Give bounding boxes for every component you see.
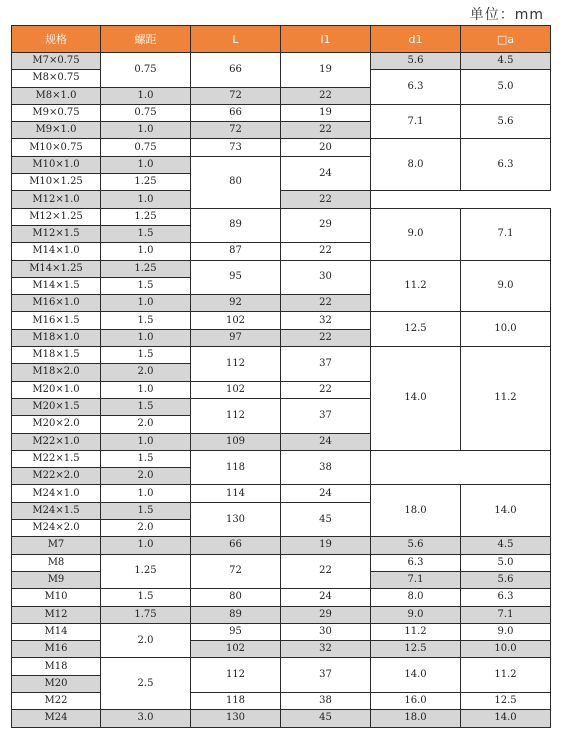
table-cell: 1.5 xyxy=(101,225,191,242)
table-cell: 6.3 xyxy=(371,70,461,105)
header-square-a: □a xyxy=(461,26,551,53)
spec-cell: M24×1.0 xyxy=(12,485,101,502)
table-row xyxy=(12,53,551,70)
table-cell: 2.0 xyxy=(101,520,191,537)
header-length-l1: l1 xyxy=(281,26,371,53)
table-cell: 5.0 xyxy=(461,70,551,105)
table-row xyxy=(12,485,551,502)
table-cell: 5.6 xyxy=(461,571,551,588)
table-cell: 118 xyxy=(191,450,281,485)
spec-cell: M14×1.5 xyxy=(12,277,101,294)
table-cell: 1.0 xyxy=(101,243,191,260)
table-cell: 7.1 xyxy=(371,571,461,588)
table-cell: 2.5 xyxy=(101,658,191,710)
table-cell: 20 xyxy=(281,139,371,156)
spec-cell: M8×1.0 xyxy=(12,87,101,104)
table-cell: 29 xyxy=(281,208,371,243)
spec-cell: M9×1.0 xyxy=(12,122,101,139)
spec-cell: M20×1.0 xyxy=(12,381,101,398)
table-cell: 1.25 xyxy=(101,554,191,589)
table-cell: 1.5 xyxy=(101,450,191,467)
table-cell: 7.1 xyxy=(461,606,551,623)
table-cell: 1.25 xyxy=(101,260,191,277)
table-cell: 130 xyxy=(191,502,281,537)
table-cell: 22 xyxy=(281,243,371,260)
table-cell: 72 xyxy=(191,87,281,104)
table-cell: 18.0 xyxy=(371,710,461,727)
spec-cell: M8 xyxy=(12,554,101,571)
spec-cell: M22×1.5 xyxy=(12,450,101,467)
table-cell: 102 xyxy=(191,312,281,329)
table-cell: 1.5 xyxy=(101,502,191,519)
table-row xyxy=(12,191,551,208)
table-cell: 1.0 xyxy=(101,156,191,173)
table-cell: 95 xyxy=(191,623,281,640)
spec-cell: M10×1.0 xyxy=(12,156,101,173)
table-cell: 22 xyxy=(281,87,371,104)
spec-cell: M18 xyxy=(12,658,101,675)
spec-cell: M14 xyxy=(12,623,101,640)
table-cell: 112 xyxy=(191,658,281,693)
table-cell: 112 xyxy=(191,398,281,433)
table-cell: 24 xyxy=(281,433,371,450)
spec-cell: M24×2.0 xyxy=(12,520,101,537)
table-cell: 114 xyxy=(191,485,281,502)
table-cell: 45 xyxy=(281,502,371,537)
table-cell: 24 xyxy=(281,485,371,502)
table-cell: 7.1 xyxy=(371,104,461,139)
table-cell: 89 xyxy=(191,606,281,623)
table-cell: 66 xyxy=(191,53,281,88)
table-cell: 1.25 xyxy=(101,174,191,191)
table-cell: 14.0 xyxy=(371,658,461,693)
spec-cell: M10×1.25 xyxy=(12,174,101,191)
spec-cell: M7×0.75 xyxy=(12,53,101,70)
table-cell: 102 xyxy=(191,641,281,658)
table-row xyxy=(12,347,551,364)
table-body xyxy=(12,53,551,728)
table-cell: 38 xyxy=(281,692,371,709)
spec-cell: M20 xyxy=(12,675,101,692)
table-cell: 32 xyxy=(281,641,371,658)
spec-cell: M9×0.75 xyxy=(12,104,101,121)
table-cell: 112 xyxy=(191,347,281,382)
table-row xyxy=(12,104,551,121)
spec-cell: M24×1.5 xyxy=(12,502,101,519)
spec-cell: M18×1.5 xyxy=(12,347,101,364)
table-cell: 6.3 xyxy=(461,139,551,191)
table-cell: 66 xyxy=(191,104,281,121)
spec-cell: M7 xyxy=(12,537,101,554)
spec-cell: M18×1.0 xyxy=(12,329,101,346)
table-cell: 7.1 xyxy=(461,208,551,260)
table-cell: 11.2 xyxy=(461,658,551,693)
table-cell: 2.0 xyxy=(101,468,191,485)
spec-cell: M22×1.0 xyxy=(12,433,101,450)
table-cell: 24 xyxy=(281,156,371,191)
table-row xyxy=(12,450,551,467)
table-row xyxy=(12,260,551,277)
table-cell: 9.0 xyxy=(371,606,461,623)
table-row xyxy=(12,641,551,658)
table-cell: 80 xyxy=(191,156,281,208)
table-cell: 37 xyxy=(281,658,371,693)
table-cell: 89 xyxy=(191,208,281,243)
spec-cell: M12×1.25 xyxy=(12,208,101,225)
table-cell: 12.5 xyxy=(371,312,461,347)
table-cell: 1.25 xyxy=(101,208,191,225)
table-cell: 22 xyxy=(281,381,371,398)
table-cell: 37 xyxy=(281,398,371,433)
table-cell: 4.5 xyxy=(461,537,551,554)
table-cell: 12.5 xyxy=(461,692,551,709)
spec-cell: M9 xyxy=(12,571,101,588)
table-row xyxy=(12,589,551,606)
table-cell: 0.75 xyxy=(101,139,191,156)
table-row xyxy=(12,692,551,709)
table-cell: 1.0 xyxy=(101,433,191,450)
table-cell: 32 xyxy=(281,312,371,329)
spec-cell: M24 xyxy=(12,710,101,727)
spec-cell: M14×1.25 xyxy=(12,260,101,277)
table-cell: 130 xyxy=(191,710,281,727)
spec-cell: M18×2.0 xyxy=(12,364,101,381)
table-header xyxy=(12,26,551,53)
table-cell: 97 xyxy=(191,329,281,346)
table-cell: 2.0 xyxy=(101,364,191,381)
table-cell: 14.0 xyxy=(461,485,551,537)
table-row xyxy=(12,537,551,554)
table-cell: 22 xyxy=(281,122,371,139)
header-row xyxy=(12,26,551,53)
spec-cell: M16×1.0 xyxy=(12,295,101,312)
table-cell: 11.2 xyxy=(371,260,461,312)
header-length-l: L xyxy=(191,26,281,53)
spec-cell: M10 xyxy=(12,589,101,606)
table-cell: 72 xyxy=(191,122,281,139)
table-row xyxy=(12,554,551,571)
table-cell: 118 xyxy=(191,692,281,709)
table-row xyxy=(12,606,551,623)
table-cell: 1.0 xyxy=(101,191,191,208)
spec-cell: M20×2.0 xyxy=(12,416,101,433)
spec-cell: M10×0.75 xyxy=(12,139,101,156)
table-cell: 1.5 xyxy=(101,589,191,606)
table-cell: 1.0 xyxy=(101,87,191,104)
table-row xyxy=(12,658,551,675)
table-cell: 30 xyxy=(281,623,371,640)
table-cell: 12.5 xyxy=(371,641,461,658)
unit-label: 单位：mm xyxy=(469,7,544,23)
table-row xyxy=(12,623,551,640)
table-cell: 1.0 xyxy=(101,329,191,346)
table-cell: 95 xyxy=(191,260,281,295)
table-cell: 5.6 xyxy=(371,53,461,70)
table-cell: 8.0 xyxy=(371,139,461,191)
spec-cell: M12×1.5 xyxy=(12,225,101,242)
table-cell: 10.0 xyxy=(461,312,551,347)
spec-cell: M14×1.0 xyxy=(12,243,101,260)
spec-cell: M16 xyxy=(12,641,101,658)
table-cell: 73 xyxy=(191,139,281,156)
table-cell: 18.0 xyxy=(371,485,461,537)
table-cell: 22 xyxy=(281,329,371,346)
table-cell: 1.75 xyxy=(101,606,191,623)
table-cell: 6.3 xyxy=(371,554,461,571)
table-cell: 9.0 xyxy=(461,260,551,312)
table-cell: 0.75 xyxy=(101,104,191,121)
table-cell: 109 xyxy=(191,433,281,450)
table-cell: 1.0 xyxy=(101,381,191,398)
table-cell: 22 xyxy=(281,191,371,208)
spec-cell: M20×1.5 xyxy=(12,398,101,415)
spec-cell: M22 xyxy=(12,692,101,709)
table-cell: 1.5 xyxy=(101,398,191,415)
header-diameter-d1: d1 xyxy=(371,26,461,53)
spec-cell: M22×2.0 xyxy=(12,468,101,485)
table-cell: 14.0 xyxy=(371,347,461,451)
table-row xyxy=(12,710,551,727)
table-cell: 19 xyxy=(281,53,371,88)
table-cell: 2.0 xyxy=(101,623,191,658)
table-cell: 5.0 xyxy=(461,554,551,571)
spec-cell: M8×0.75 xyxy=(12,70,101,87)
table-cell: 24 xyxy=(281,589,371,606)
table-row xyxy=(12,208,551,225)
table-cell: 2.0 xyxy=(101,416,191,433)
spec-table xyxy=(11,25,551,728)
table-cell: 1.0 xyxy=(101,295,191,312)
table-cell: 66 xyxy=(191,537,281,554)
table-cell: 9.0 xyxy=(371,208,461,260)
table-cell: 11.2 xyxy=(371,623,461,640)
table-cell: 30 xyxy=(281,260,371,295)
table-cell: 22 xyxy=(281,554,371,589)
table-cell: 9.0 xyxy=(461,623,551,640)
table-cell: 92 xyxy=(191,295,281,312)
table-cell: 4.5 xyxy=(461,53,551,70)
table-cell: 1.0 xyxy=(101,537,191,554)
table-cell: 1.0 xyxy=(101,122,191,139)
table-cell: 37 xyxy=(281,347,371,382)
spec-cell: M16×1.5 xyxy=(12,312,101,329)
table-cell: 87 xyxy=(191,243,281,260)
table-cell: 14.0 xyxy=(461,710,551,727)
table-cell: 8.0 xyxy=(371,589,461,606)
table-cell: 102 xyxy=(191,381,281,398)
table-cell: 3.0 xyxy=(101,710,191,727)
header-spec: 规格 xyxy=(12,26,101,53)
table-cell: 1.5 xyxy=(101,312,191,329)
table-cell: 45 xyxy=(281,710,371,727)
table-cell: 1.0 xyxy=(101,485,191,502)
table-cell: 5.6 xyxy=(371,537,461,554)
table-cell: 5.6 xyxy=(461,104,551,139)
table-cell: 16.0 xyxy=(371,692,461,709)
table-cell: 19 xyxy=(281,537,371,554)
table-cell: 72 xyxy=(191,554,281,589)
table-row xyxy=(12,139,551,156)
table-cell: 6.3 xyxy=(461,589,551,606)
table-cell: 1.5 xyxy=(101,347,191,364)
table-cell: 0.75 xyxy=(101,53,191,88)
table-cell: 10.0 xyxy=(461,641,551,658)
table-cell: 19 xyxy=(281,104,371,121)
table-cell: 38 xyxy=(281,450,371,485)
table-cell: 1.5 xyxy=(101,277,191,294)
table-row xyxy=(12,312,551,329)
table-cell: 29 xyxy=(281,606,371,623)
table-cell: 11.2 xyxy=(461,347,551,451)
table-cell: 80 xyxy=(191,589,281,606)
spec-cell: M12 xyxy=(12,606,101,623)
spec-cell: M12×1.0 xyxy=(12,191,101,208)
header-pitch: 螺距 xyxy=(101,26,191,53)
table-cell: 22 xyxy=(281,295,371,312)
